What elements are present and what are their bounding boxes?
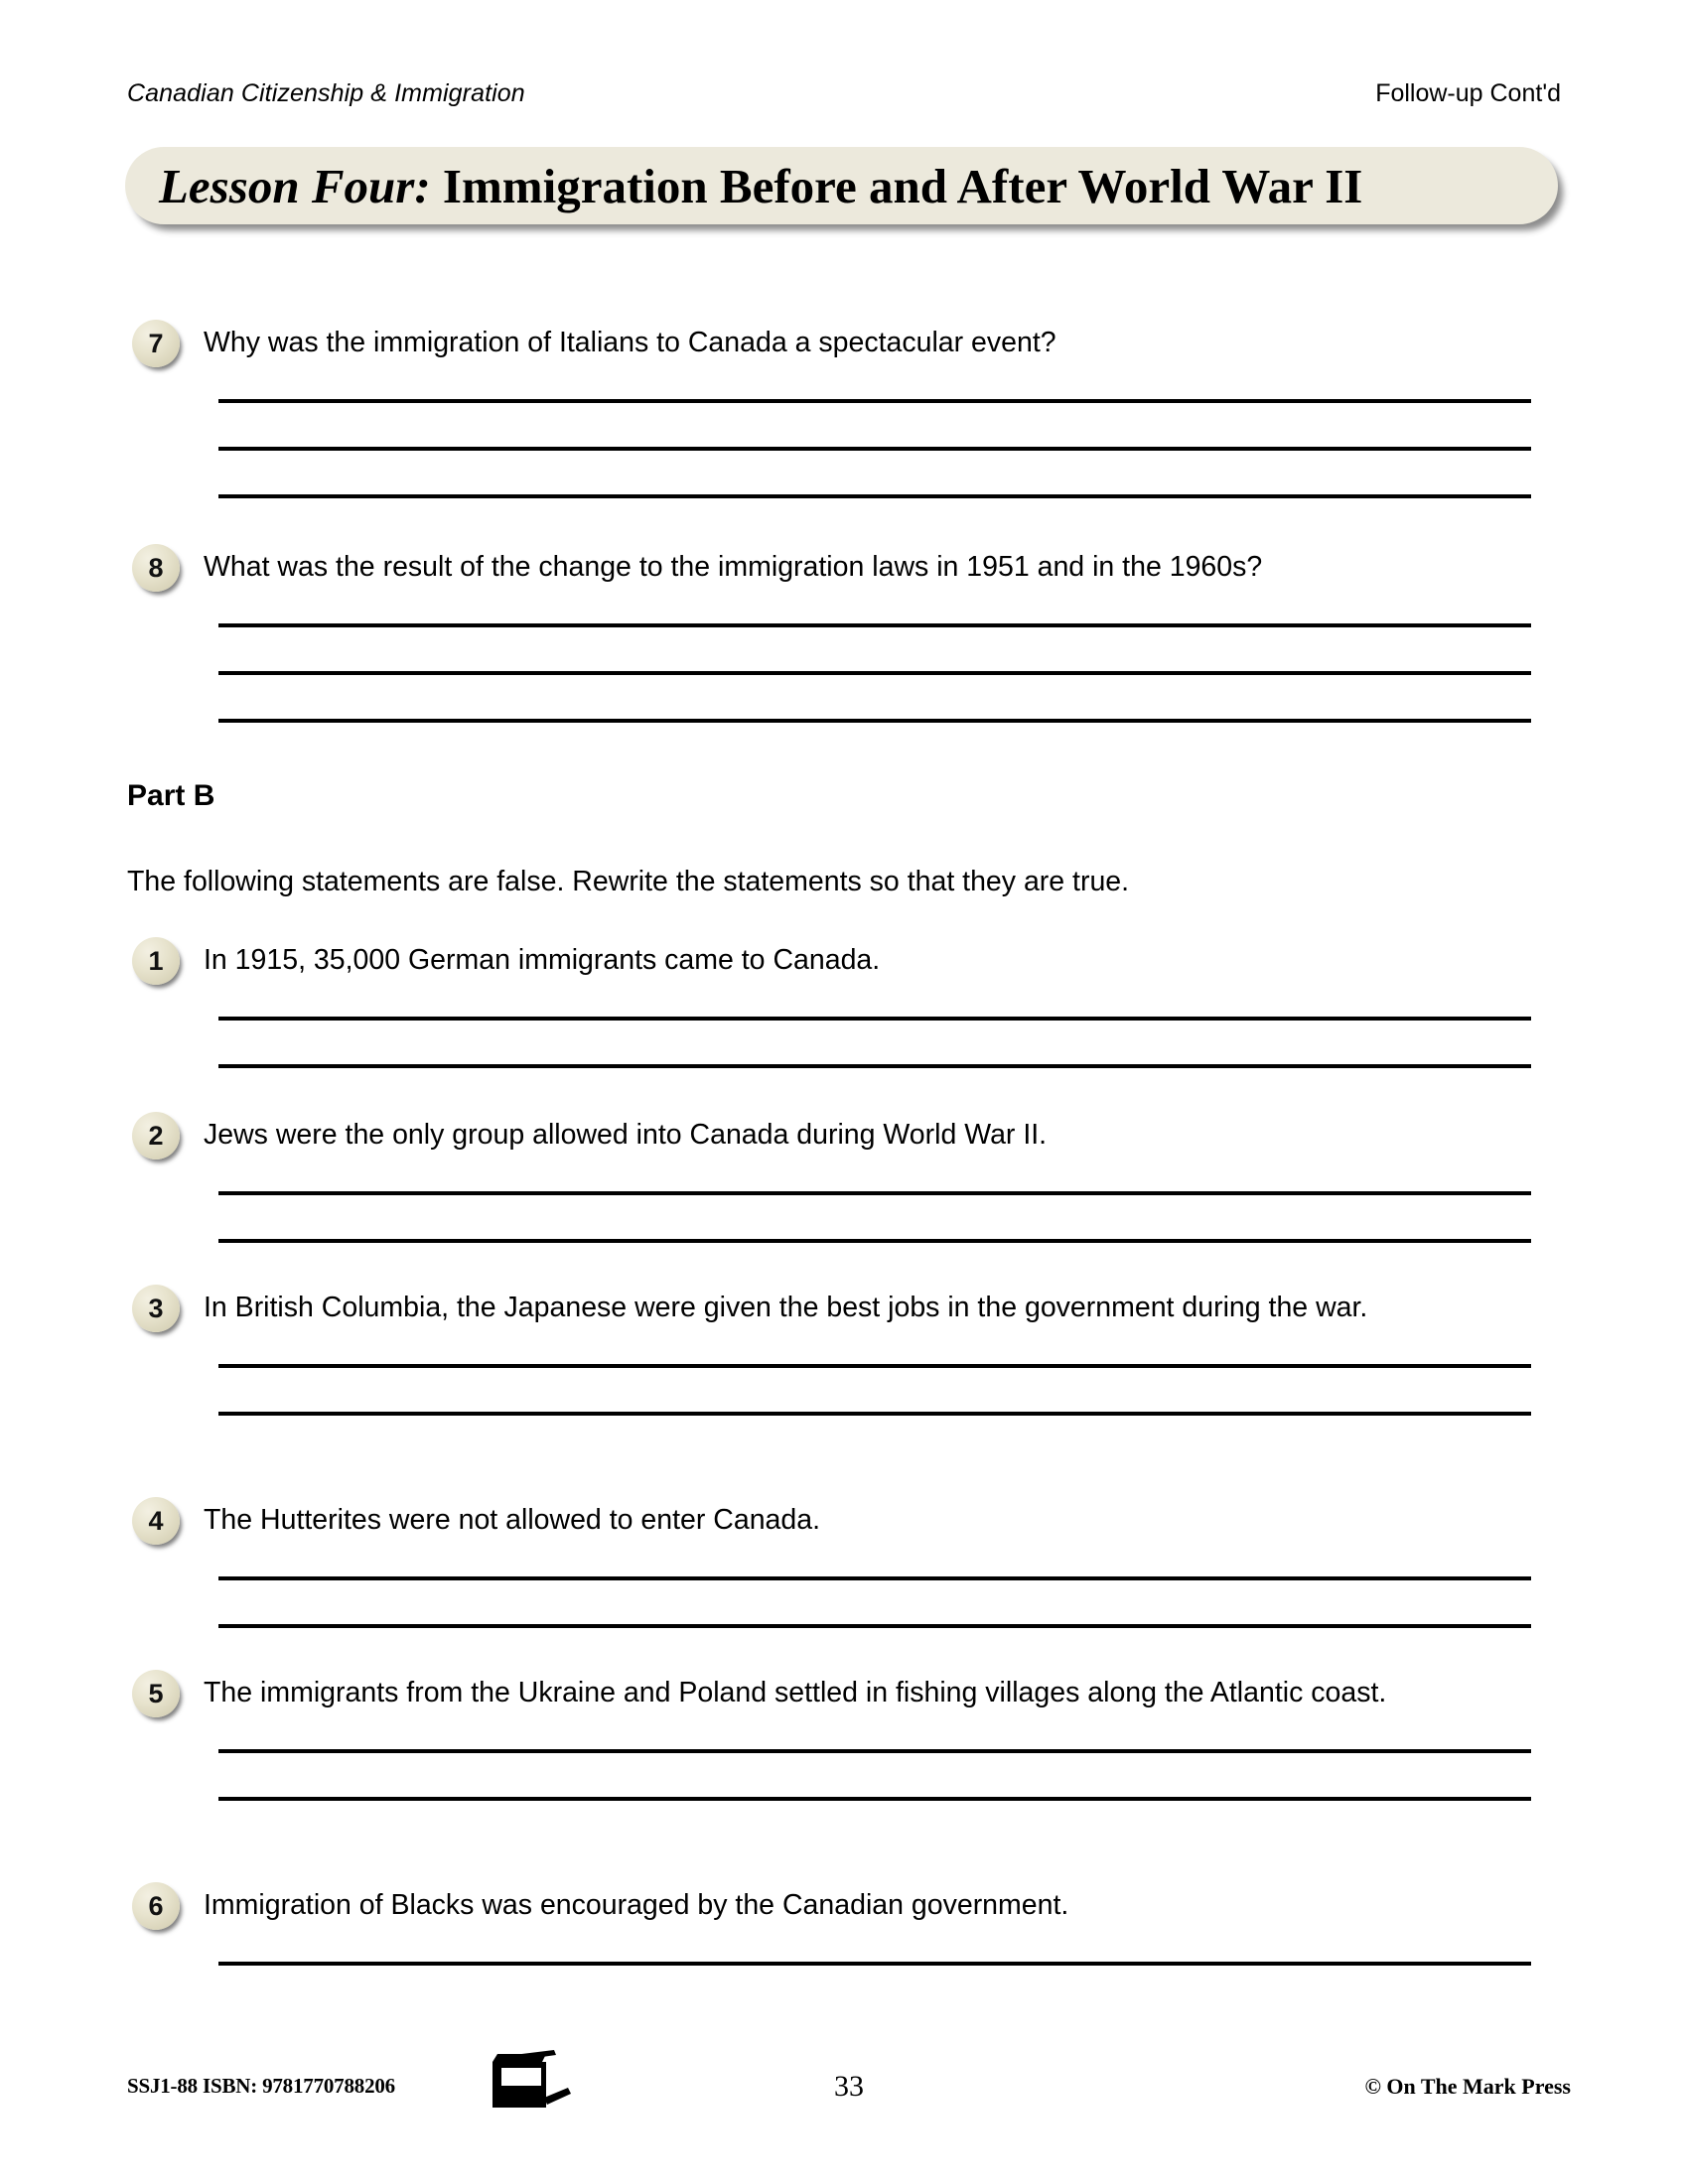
item-number-badge: 5	[132, 1670, 180, 1717]
part-b-item-5-answer-lines[interactable]	[127, 1749, 1537, 1801]
item-number-badge: 4	[132, 1497, 180, 1545]
answer-line[interactable]	[218, 1412, 1531, 1416]
question-number-badge: 7	[132, 320, 180, 367]
answer-line[interactable]	[218, 623, 1531, 627]
part-b-item-6-text: Immigration of Blacks was encouraged by the Canadian government.	[204, 1889, 1069, 1921]
page-number: 33	[834, 2070, 864, 2103]
lesson-banner-text	[159, 158, 1363, 213]
part-b-item-1-row	[127, 937, 1537, 989]
lesson-banner	[125, 147, 1558, 224]
answer-line[interactable]	[218, 1364, 1531, 1368]
question-7-answer-lines[interactable]	[127, 399, 1537, 498]
part-b-item-2-text: Jews were the only group allowed into Canada during World War II.	[204, 1119, 1048, 1151]
part-b-item-4-row	[127, 1497, 1537, 1549]
question-7-text: Why was the immigration of Italians to Canada a spectacular event?	[204, 327, 1056, 358]
part-b-item-5-text: The immigrants from the Ukraine and Poland settled in fishing villages along the Atlantic coast.	[204, 1677, 1387, 1708]
part-b-item-3-block	[127, 1285, 1537, 1416]
answer-line[interactable]	[218, 494, 1531, 498]
question-8-answer-lines[interactable]	[127, 623, 1537, 723]
answer-line[interactable]	[218, 1017, 1531, 1021]
item-number-badge: 2	[132, 1112, 180, 1160]
answer-line[interactable]	[218, 1624, 1531, 1628]
part-b-item-1-block	[127, 937, 1537, 1068]
question-7-block	[127, 320, 1537, 498]
answer-line[interactable]	[218, 1749, 1531, 1753]
footer-isbn: SSJ1-88 ISBN: 9781770788206	[127, 2074, 395, 2098]
lesson-title: Immigration Before and After World War II	[430, 158, 1363, 213]
lesson-label: Lesson Four:	[159, 158, 431, 213]
part-b-item-6-block	[127, 1882, 1537, 1966]
header-section-label: Follow-up Cont'd	[1375, 79, 1561, 107]
question-8-text: What was the result of the change to the immigration laws in 1951 and in the 1960s?	[204, 551, 1263, 583]
lesson-banner-pill	[125, 147, 1558, 224]
answer-line[interactable]	[218, 1797, 1531, 1801]
answer-line[interactable]	[218, 1962, 1531, 1966]
question-number-badge: 8	[132, 544, 180, 592]
part-b-item-4-text: The Hutterites were not allowed to enter Canada.	[204, 1504, 821, 1536]
part-b-item-2-row	[127, 1112, 1537, 1163]
part-b-item-5-block	[127, 1670, 1537, 1801]
item-number-badge: 6	[132, 1882, 180, 1930]
item-number-badge: 3	[132, 1285, 180, 1332]
part-b-item-1-answer-lines[interactable]	[127, 1017, 1537, 1068]
answer-line[interactable]	[218, 719, 1531, 723]
item-number-badge: 1	[132, 937, 180, 985]
footer-copyright: © On The Mark Press	[1364, 2074, 1571, 2099]
part-b-item-2-block	[127, 1112, 1537, 1243]
answer-line[interactable]	[218, 447, 1531, 451]
answer-line[interactable]	[218, 1239, 1531, 1243]
part-b-item-5-row	[127, 1670, 1537, 1721]
question-7-row	[127, 320, 1537, 371]
part-b-item-3-row	[127, 1285, 1537, 1336]
part-b-item-4-block	[127, 1497, 1537, 1628]
part-b-item-1-text: In 1915, 35,000 German immigrants came to Canada.	[204, 944, 881, 976]
part-b-item-3-answer-lines[interactable]	[127, 1364, 1537, 1416]
header-subject-title: Canadian Citizenship & Immigration	[127, 79, 525, 107]
part-b-instructions: The following statements are false. Rewrite the statements so that they are true.	[127, 866, 1130, 897]
answer-line[interactable]	[218, 1064, 1531, 1068]
part-b-item-6-answer-lines[interactable]	[127, 1962, 1537, 1966]
answer-line[interactable]	[218, 671, 1531, 675]
answer-line[interactable]	[218, 1576, 1531, 1580]
part-b-item-4-answer-lines[interactable]	[127, 1576, 1537, 1628]
question-8-row	[127, 544, 1537, 596]
answer-line[interactable]	[218, 399, 1531, 403]
part-b-item-2-answer-lines[interactable]	[127, 1191, 1537, 1243]
part-b-item-6-row	[127, 1882, 1537, 1934]
part-b-item-3-text: In British Columbia, the Japanese were given the best jobs in the government during the war.	[204, 1292, 1368, 1323]
answer-line[interactable]	[218, 1191, 1531, 1195]
question-8-block	[127, 544, 1537, 723]
running-header	[127, 79, 1561, 113]
part-b-heading: Part B	[127, 779, 215, 812]
page-footer	[127, 2070, 1571, 2110]
